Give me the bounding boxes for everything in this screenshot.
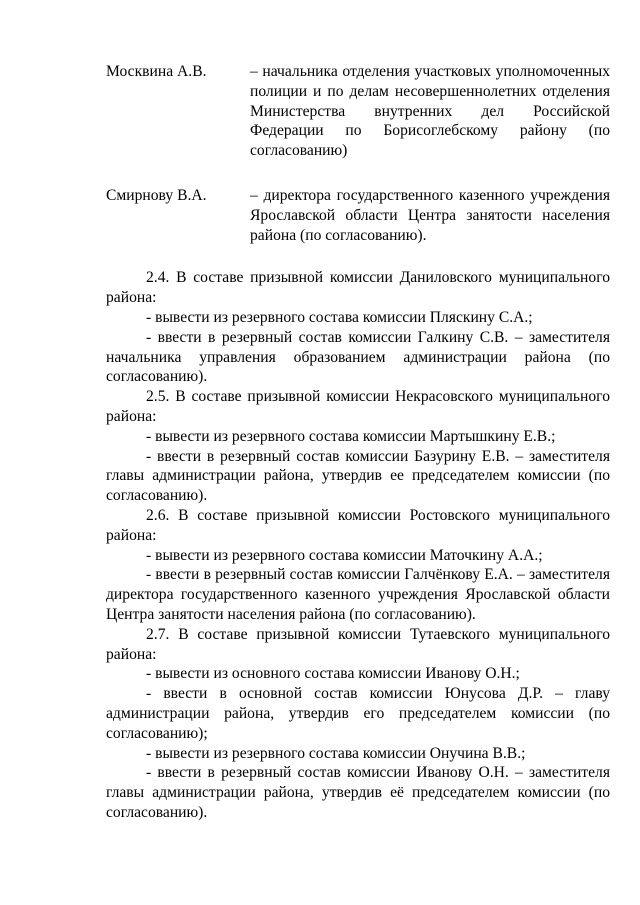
section-heading: 2.7. В составе призывной комиссии Тутаевского муниципального района: (106, 625, 610, 663)
list-item: - вывести из резервного состава комиссии Маточкину А.А.; (146, 546, 543, 564)
person-role: – начальника отделения участковых уполномоченных полиции и по делам несовершеннолетних отделения Министерства внутренних дел Российской Федерации по Борисоглебскому району (по согласованию) (250, 63, 610, 160)
list-item: - вывести из резервного состава комиссии Мартышкину Е.В.; (146, 427, 556, 445)
list-item: - вывести из резервного состава комиссии Пляскину С.А.; (146, 308, 533, 326)
list-item: - ввести в резервный состав комиссии Базурину Е.В. – заместителя главы администрации района, утвердив ее председателем комиссии (по согласованию). (106, 447, 610, 505)
list-item: - ввести в резервный состав комиссии Галчёнкову Е.А. – заместителя директора государственного казенного учреждения Ярославской области Центра занятости населения района (по согласованию). (106, 566, 610, 623)
person-entry (106, 62, 610, 161)
list-item: - ввести в основной состав комиссии Юнусова Д.Р. – главу администрации района, утвердив его председателем комиссии (по согласованию); (106, 685, 610, 742)
document-body (106, 62, 610, 823)
person-name: Смирнову В.А. (106, 186, 207, 204)
list-item: - вывести из основного состава комиссии Иванову О.Н.; (146, 665, 520, 683)
section-heading: 2.5. В составе призывной комиссии Некрасовского муниципального района: (106, 388, 610, 425)
person-entry (106, 186, 610, 245)
person-name: Москвина А.В. (106, 63, 207, 80)
section-heading: 2.4. В составе призывной комиссии Даниловского муниципального района: (106, 269, 610, 307)
section-heading: 2.6. В составе призывной комиссии Ростовского муниципального района: (106, 506, 610, 544)
list-item: - вывести из резервного состава комиссии Онучина В.В.; (146, 744, 526, 762)
list-item: - ввести в резервный состав комиссии Галкину С.В. – заместителя начальника управления образованием администрации района (по согласованию). (106, 328, 610, 386)
list-item: - ввести в резервный состав комиссии Иванову О.Н. – заместителя главы администрации района, утвердив её председателем комиссии (по согласованию). (106, 764, 610, 821)
person-role: – директора государственного казенного учреждения Ярославской области Центра занятости населения района (по согласованию). (250, 186, 610, 244)
